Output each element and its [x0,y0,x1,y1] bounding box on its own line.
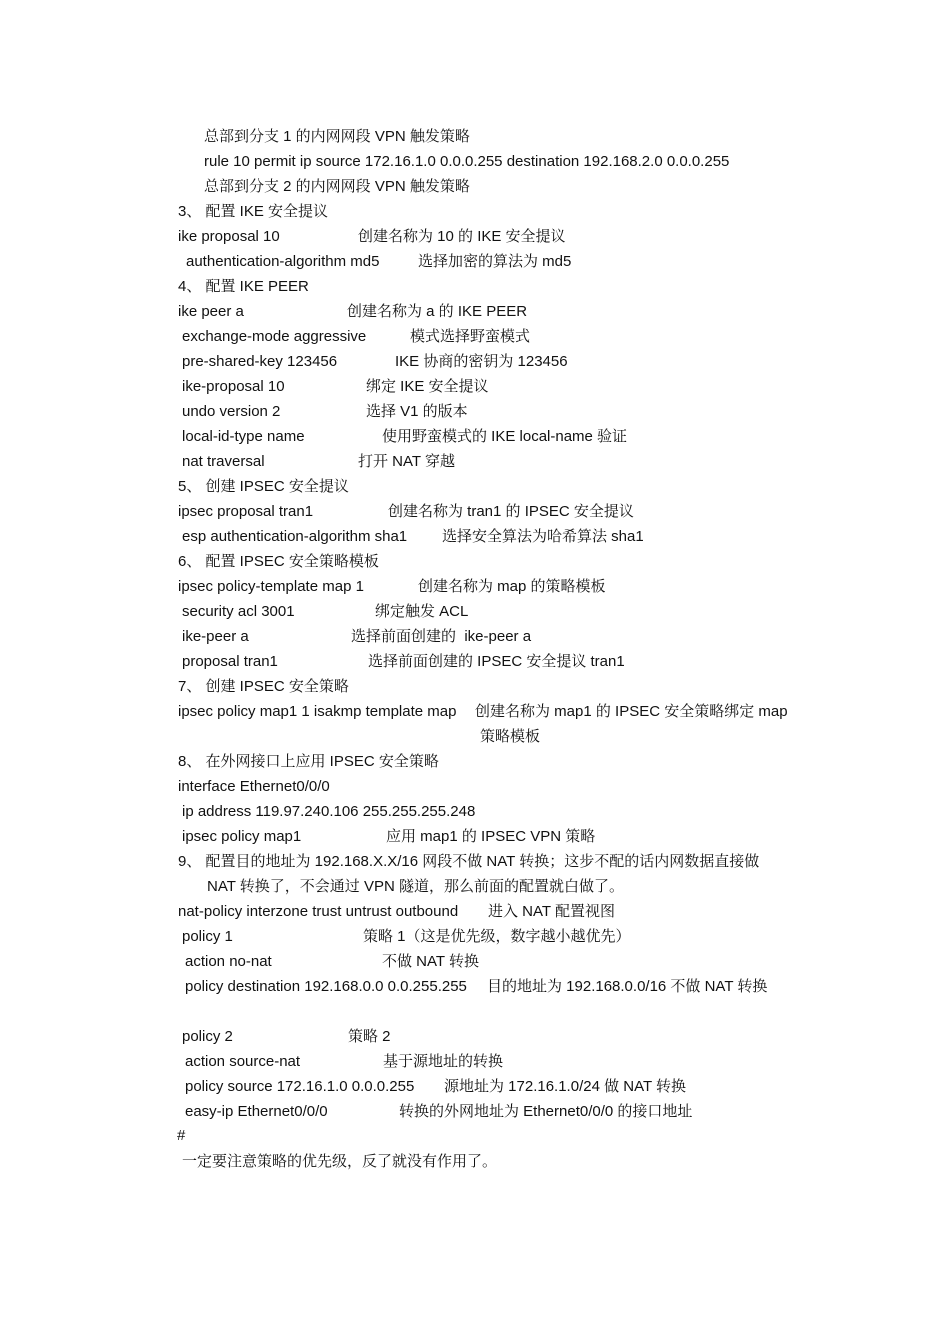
command-text: action source-nat [185,1053,301,1070]
command-text: action no-nat [185,953,272,970]
command-text: esp authentication-algorithm sha1 [182,528,408,545]
command-text: policy 2 [182,1028,233,1045]
command-text: ipsec policy-template map 1 [178,578,364,595]
command-text: ike peer a [178,303,244,320]
comment-text: 应用 map1 的 IPSEC VPN 策略 [386,828,596,845]
comment-text: 不做 NAT 转换 [382,953,479,970]
comment-text: 创建名称为 map1 的 IPSEC 安全策略绑定 map [475,703,788,720]
comment-text: 选择安全算法为哈希算法 sha1 [442,528,644,545]
command-text: ike-peer a [182,628,249,645]
comment-text: 策略 1（这是优先级，数字越小越优先） [363,928,631,945]
comment-text: 选择 V1 的版本 [366,403,468,420]
comment-text: 选择加密的算法为 md5 [418,253,572,270]
comment-text: 选择前面创建的 IPSEC 安全提议 tran1 [368,653,625,670]
command-text: undo version 2 [182,403,281,420]
comment-text: 目的地址为 192.168.0.0/16 不做 NAT 转换 [487,978,768,995]
comment-text: 选择前面创建的 ike-peer a [351,628,532,645]
command-text: ip address 119.97.240.106 255.255.255.248 [182,803,476,820]
comment-text: IKE 协商的密钥为 123456 [395,353,568,370]
command-text: pre-shared-key 123456 [182,353,338,370]
command-text: exchange-mode aggressive [182,328,367,345]
command-text: authentication-algorithm md5 [186,253,380,270]
command-text: interface Ethernet0/0/0 [178,778,330,795]
comment-text: 创建名称为 10 的 IKE 安全提议 [358,228,566,245]
command-text: ike proposal 10 [178,228,280,245]
comment-text: 绑定 IKE 安全提议 [366,378,489,395]
comment-text: 创建名称为 map 的策略模板 [418,578,606,595]
command-text: nat-policy interzone trust untrust outbound [178,903,459,920]
comment-text: 进入 NAT 配置视图 [488,903,615,920]
comment-text: 绑定触发 ACL [375,603,469,620]
command-text: ipsec policy map1 1 isakmp template map [178,703,457,720]
comment-text: 模式选择野蛮模式 [410,328,531,345]
command-text: security acl 3001 [182,603,295,620]
comment-text: 使用野蛮模式的 IKE local-name 验证 [382,428,628,445]
command-text: local-id-type name [182,428,305,445]
comment-text: 打开 NAT 穿越 [358,453,455,470]
comment-text: 源地址为 172.16.1.0/24 做 NAT 转换 [444,1078,687,1095]
command-text: ike-proposal 10 [182,378,285,395]
comment-text: 基于源地址的转换 [383,1053,504,1070]
command-text: nat traversal [182,453,265,470]
document-page: 总部到分支 1 的内网网段 VPN 触发策略 rule 10 permit ip source 172.16.1.0 0.0.0.255 destination 192.168.2.0 0.0.0.255 总部到分支 2 的内网网段 VPN 触发策略 3、 配置 IKE 安全提议 ike proposal 10 创建名称为 10 的 IKE 安全提议 authentication-algorithm md5 选择加密的算法为 md5 4、 配置 IKE PEER ike peer a 创建名称为 a 的 IKE PEER exchange-mode aggressive 模式选择野蛮模式 pre-shared-key 123456 IKE 协商的密钥为 123456 ike-proposal 10 绑定 IKE 安全提议 undo version 2 选择 V1 的版本 local-id-type name 使用野蛮模式的 IKE local-name 验证 nat traversal 打开 NAT 穿越 5、 创建 IPSEC 安全提议 ipsec proposal tran1 创建名称为 tran1 的 IPSEC 安全提议 esp authentication-algorithm sha1 选择安全算法为哈希算法 sha1 6、 配置 IPSEC 安全策略模板 ipsec policy-template map 1 创建名称为 map 的策略模板 security acl 3001 绑定触发 ACL ike-peer a 选择前面创建的 ike-peer a proposal tran1 选择前面创建的 IPSEC 安全提议 tran1 7、 创建 IPSEC 安全策略 ipsec policy map1 1 isakmp template map 创建名称为 map1 的 IPSEC 安全策略绑定 map 策略模板 8、 在外网接口上应用 IPSEC 安全策略 interface Ethernet0/0/0 ip address 119.97.240.106 255.255.255.248 ipsec policy map1 应用 map1 的 IPSEC VPN 策略 9、 配置目的地址为 192.168.X.X/16 网段不做 NAT 转换；这步不配的话内网数据直接做 NAT 转换了，不会通过 VPN 隧道，那么前面的配置就白做了。 nat-policy interzone trust untrust outbound 进入 NAT 配置视图 policy 1 策略 1（这是优先级，数字越小越优先） action no-nat 不做 NAT 转换 policy destination 192.168.0.0 0.0.255.255 目的地址为 192.168.0.0/16 不做 NAT 转换 policy 2 策略 2 action source-nat 基于源地址的转换 policy source 172.16.1.0 0.0.0.255 源地址为 172.16.1.0/24 做 NAT 转换 easy-ip Ethernet0/0/0 转换的外网地址为 Ethernet0/0/0 的接口地址 # 一定要注意策略的优先级，反了就没有作用了。 [0,0,950,1344]
command-text: easy-ip Ethernet0/0/0 [185,1103,328,1120]
command-text: ipsec policy map1 [182,828,302,845]
command-text: policy 1 [182,928,233,945]
comment-text: 创建名称为 tran1 的 IPSEC 安全提议 [388,503,634,520]
comment-text: 策略 2 [348,1028,391,1045]
comment-text: 创建名称为 a 的 IKE PEER [347,303,528,320]
comment-text: 转换的外网地址为 Ethernet0/0/0 的接口地址 [399,1103,693,1120]
command-text: policy destination 192.168.0.0 0.0.255.255 [185,978,467,995]
command-text: ipsec proposal tran1 [178,503,314,520]
command-text: proposal tran1 [182,653,278,670]
command-text: policy source 172.16.1.0 0.0.0.255 [185,1078,415,1095]
